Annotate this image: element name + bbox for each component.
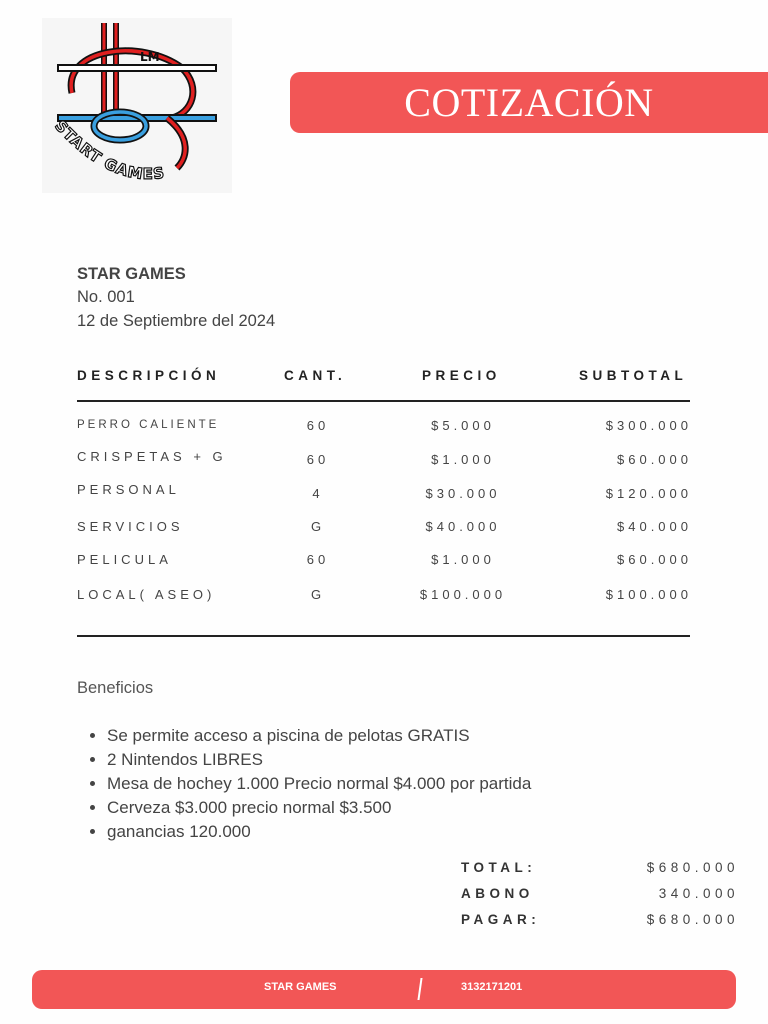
table-top-rule — [77, 400, 690, 402]
row-subtotal: $100.000 — [605, 587, 692, 602]
footer-company-name: STAR GAMES — [264, 981, 337, 993]
row-price: $1.000 — [431, 552, 495, 567]
company-logo — [42, 18, 232, 193]
row-description: PERRO CALIENTE — [77, 419, 220, 431]
benefits-list — [89, 724, 531, 844]
logo-graphic — [42, 18, 232, 193]
row-qty: 60 — [306, 418, 330, 433]
abono-label: ABONO — [461, 886, 534, 901]
total-value: $680.000 — [646, 860, 739, 875]
footer-phone: 3132171201 — [461, 981, 523, 993]
row-price: $30.000 — [425, 486, 501, 501]
abono-value: 340.000 — [658, 886, 739, 901]
row-description: CRISPETAS + G — [77, 449, 227, 464]
column-header-description: DESCRIPCIÓN — [77, 368, 221, 383]
column-header-qty: CANT. — [284, 368, 347, 383]
table-bottom-rule — [77, 635, 690, 637]
row-qty: 4 — [312, 486, 324, 501]
row-price: $40.000 — [425, 519, 501, 534]
logo-text: START GAMES — [51, 116, 167, 184]
company-info — [77, 263, 275, 333]
row-qty: 60 — [306, 452, 330, 467]
row-price: $5.000 — [431, 418, 495, 433]
list-item: • Cerveza $3.000 precio normal $3.500 — [107, 796, 531, 820]
list-item: • Se permite acceso a piscina de pelotas GRATIS — [107, 724, 531, 748]
row-qty: G — [310, 519, 326, 534]
quote-number: No. 001 — [77, 288, 135, 306]
column-header-subtotal: SUBTOTAL — [579, 368, 688, 383]
document-title: COTIZACIÓN — [404, 80, 654, 125]
row-description: PELICULA — [77, 552, 172, 567]
company-name: STAR GAMES — [77, 265, 186, 283]
logo-letters: LM — [140, 50, 160, 64]
column-header-price: PRECIO — [422, 368, 501, 383]
pagar-label: PAGAR: — [461, 912, 541, 927]
row-description: PERSONAL — [77, 482, 180, 497]
row-price: $100.000 — [419, 587, 507, 602]
row-description: SERVICIOS — [77, 519, 184, 534]
benefits-title: Beneficios — [77, 679, 154, 697]
row-price: $1.000 — [431, 452, 495, 467]
row-subtotal: $60.000 — [617, 452, 692, 467]
footer-bar — [32, 970, 736, 1009]
row-description: LOCAL( ASEO) — [77, 587, 216, 602]
row-subtotal: $40.000 — [617, 519, 692, 534]
quote-date: 12 de Septiembre del 2024 — [77, 312, 276, 330]
list-item: • Mesa de hochey 1.000 Precio normal $4.000 por partida — [107, 772, 531, 796]
list-item: • ganancias 120.000 — [107, 820, 531, 844]
row-qty: 60 — [306, 552, 330, 567]
row-subtotal: $120.000 — [605, 486, 692, 501]
row-subtotal: $300.000 — [605, 418, 692, 433]
row-qty: G — [310, 587, 326, 602]
total-label: TOTAL: — [461, 860, 537, 875]
pagar-value: $680.000 — [646, 912, 739, 927]
title-banner — [290, 72, 768, 133]
row-subtotal: $60.000 — [617, 552, 692, 567]
list-item: • 2 Nintendos LIBRES — [107, 748, 531, 772]
footer-divider — [417, 978, 422, 1000]
